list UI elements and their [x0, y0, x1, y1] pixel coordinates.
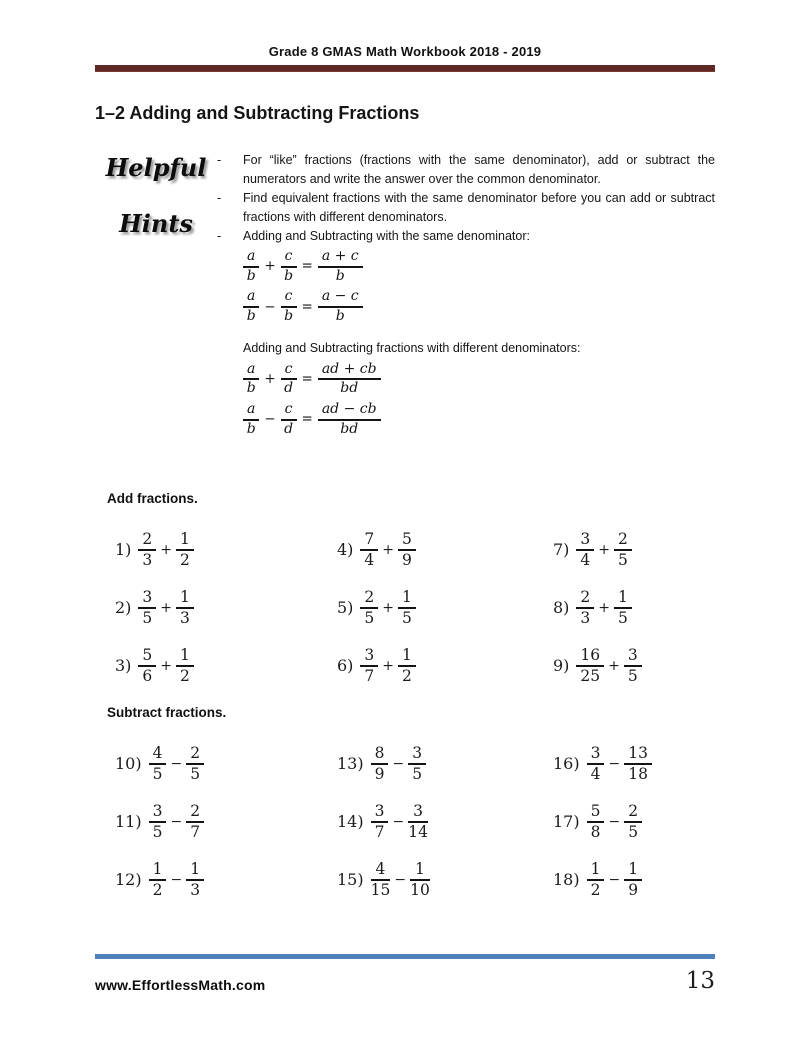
fraction-numerator: 1	[624, 861, 642, 881]
fraction-numerator: 3	[149, 803, 167, 823]
fraction-denominator: 3	[190, 880, 201, 899]
hint-text: For “like” fractions (fractions with the same denominator), add or subtract the numerators and write the answer over the common denominator.	[243, 153, 715, 186]
problem-number: 7)	[553, 540, 570, 560]
problem-number: 1)	[115, 540, 132, 560]
operator: +	[382, 599, 395, 616]
operator: −	[264, 411, 276, 428]
operator: −	[394, 871, 407, 888]
fraction-denominator: 9	[374, 764, 385, 783]
fraction-numerator: 13	[624, 745, 652, 765]
fraction-numerator: a	[243, 289, 259, 308]
fraction-numerator: 16	[576, 647, 604, 667]
fraction-numerator: 3	[587, 745, 605, 765]
fraction-numerator: 1	[186, 861, 204, 881]
operator: +	[264, 258, 276, 275]
fraction-denominator: 25	[580, 666, 601, 685]
fraction-denominator: 2	[180, 550, 190, 569]
second-fraction	[408, 745, 426, 784]
second-fraction	[281, 289, 297, 324]
fraction-denominator: 15	[370, 880, 391, 899]
fraction-denominator: 5	[627, 666, 638, 685]
fraction-denominator: 5	[152, 822, 163, 841]
first-fraction	[360, 589, 378, 628]
second-fraction	[281, 362, 297, 397]
first-fraction	[371, 803, 389, 842]
fraction-numerator: 1	[176, 531, 194, 551]
fraction-denominator: b	[246, 267, 256, 284]
fraction-numerator: 2	[576, 589, 594, 609]
fraction-problem	[337, 585, 553, 630]
fraction-denominator: b	[335, 308, 345, 325]
hint-text: Adding and Subtracting with the same denominator:	[243, 229, 530, 243]
fraction-numerator: 5	[398, 531, 416, 551]
operator: +	[160, 657, 173, 674]
page-header	[95, 0, 715, 72]
fraction-denominator: 7	[364, 666, 375, 685]
fraction-numerator: ad − cb	[318, 402, 381, 421]
formula-row	[243, 362, 715, 397]
hint-bullet	[217, 151, 715, 189]
problem-number: 17)	[553, 812, 580, 832]
second-fraction	[614, 531, 632, 570]
fraction-denominator: 5	[190, 764, 201, 783]
add-fractions-section	[95, 491, 715, 688]
second-fraction	[624, 745, 652, 784]
first-fraction	[587, 745, 605, 784]
problem-number: 15)	[337, 870, 364, 890]
fraction-numerator: a − c	[318, 289, 363, 308]
first-fraction	[587, 861, 605, 900]
operator: +	[608, 657, 620, 674]
fraction-numerator: c	[281, 402, 297, 421]
fraction-numerator: 1	[398, 647, 416, 667]
fraction-numerator: 2	[360, 589, 378, 609]
second-fraction	[281, 249, 297, 284]
fraction-denominator: 5	[412, 764, 423, 783]
website-url: www.EffortlessMath.com	[95, 977, 266, 993]
operator: +	[160, 541, 173, 558]
problem-number: 12)	[115, 870, 142, 890]
problem-number: 13)	[337, 754, 364, 774]
problem-number: 6)	[337, 656, 354, 676]
second-fraction	[186, 803, 204, 842]
fraction-denominator: 7	[190, 822, 201, 841]
fraction-denominator: bd	[340, 420, 359, 437]
fraction-problem	[553, 527, 715, 572]
fraction-denominator: 5	[618, 550, 628, 569]
fraction-problem	[115, 527, 337, 572]
fraction-denominator: 5	[618, 608, 628, 627]
first-fraction	[138, 589, 156, 628]
fraction-denominator: b	[335, 267, 345, 284]
helpful-hints-label	[95, 151, 217, 442]
fraction-problem	[553, 799, 715, 844]
first-fraction	[576, 647, 604, 686]
first-fraction	[576, 531, 594, 570]
first-fraction	[587, 803, 605, 842]
fraction-problem	[337, 857, 553, 902]
fraction-numerator: ad + cb	[318, 362, 381, 381]
operator: −	[392, 755, 405, 772]
fraction-problem	[337, 527, 553, 572]
first-fraction	[371, 861, 391, 900]
fraction-problem	[337, 643, 553, 688]
fraction-problem	[337, 799, 553, 844]
first-fraction	[371, 745, 389, 784]
fraction-numerator: 3	[576, 531, 594, 551]
fraction-problem	[115, 799, 337, 844]
first-fraction	[149, 861, 167, 900]
fraction-numerator: 2	[624, 803, 642, 823]
first-fraction	[138, 647, 156, 686]
second-fraction	[614, 589, 632, 628]
second-fraction	[624, 647, 642, 686]
fraction-numerator: 1	[587, 861, 605, 881]
hint-bullet	[217, 189, 715, 227]
fraction-numerator: 5	[138, 647, 156, 667]
operator: −	[608, 813, 621, 830]
first-fraction	[243, 289, 259, 324]
different-denominators-label: Adding and Subtracting fractions with different denominators:	[243, 340, 581, 355]
fraction-problem	[553, 643, 715, 688]
fraction-numerator: 5	[587, 803, 605, 823]
problem-number: 4)	[337, 540, 354, 560]
fraction-denominator: 14	[408, 822, 428, 841]
fraction-numerator: a	[243, 249, 259, 268]
second-fraction	[176, 531, 194, 570]
first-fraction	[149, 745, 167, 784]
fraction-denominator: 10	[410, 880, 430, 899]
page-number: 13	[685, 968, 715, 994]
fraction-denominator: b	[246, 420, 256, 437]
problem-number: 5)	[337, 598, 354, 618]
same-denominator-formulas	[243, 249, 715, 325]
operator: −	[392, 813, 405, 830]
bullet-marker: -	[217, 229, 222, 243]
first-fraction	[576, 589, 594, 628]
result-fraction	[318, 362, 381, 397]
result-fraction	[318, 289, 363, 324]
fraction-numerator: 3	[371, 803, 389, 823]
equals-sign: =	[301, 411, 313, 428]
fraction-denominator: 2	[180, 666, 190, 685]
operator: −	[170, 755, 183, 772]
operator: −	[608, 871, 621, 888]
page-footer	[95, 954, 715, 993]
fraction-denominator: 8	[590, 822, 601, 841]
fraction-problem	[553, 857, 715, 902]
fraction-problem	[337, 741, 553, 786]
second-fraction	[176, 589, 194, 628]
fraction-denominator: 2	[402, 666, 412, 685]
result-fraction	[318, 402, 381, 437]
helpful-hints-block	[95, 151, 715, 442]
second-fraction	[186, 745, 204, 784]
first-fraction	[360, 647, 378, 686]
fraction-problem	[115, 857, 337, 902]
fraction-denominator: 4	[580, 550, 591, 569]
fraction-denominator: 9	[402, 550, 412, 569]
fraction-numerator: c	[281, 362, 297, 381]
first-fraction	[243, 362, 259, 397]
fraction-numerator: 3	[408, 745, 426, 765]
second-fraction	[186, 861, 204, 900]
fraction-denominator: 5	[364, 608, 375, 627]
first-fraction	[138, 531, 156, 570]
fraction-problem	[553, 585, 715, 630]
problem-number: 11)	[115, 812, 142, 832]
subtract-fractions-section	[95, 705, 715, 902]
operator: +	[264, 371, 276, 388]
fraction-denominator: 3	[180, 608, 190, 627]
fraction-numerator: 2	[186, 745, 204, 765]
lesson-title: 1–2 Adding and Subtracting Fractions	[95, 103, 420, 123]
second-fraction	[398, 647, 416, 686]
first-fraction	[243, 249, 259, 284]
bullet-marker: -	[217, 153, 222, 167]
result-fraction	[318, 249, 363, 284]
operator: +	[598, 541, 611, 558]
fraction-denominator: 6	[142, 666, 153, 685]
fraction-denominator: d	[284, 420, 294, 437]
fraction-numerator: 2	[138, 531, 156, 551]
fraction-numerator: a + c	[318, 249, 363, 268]
hint-text: Find equivalent fractions with the same denominator before you can add or subtract fractions with different denominators.	[243, 191, 715, 224]
fraction-denominator: 4	[590, 764, 601, 783]
first-fraction	[243, 402, 259, 437]
fraction-denominator: 2	[152, 880, 163, 899]
fraction-denominator: 5	[152, 764, 163, 783]
fraction-problem	[115, 585, 337, 630]
fraction-numerator: 4	[149, 745, 167, 765]
fraction-numerator: c	[281, 289, 297, 308]
fraction-numerator: 1	[410, 861, 430, 881]
fraction-denominator: b	[284, 308, 294, 325]
operator: +	[160, 599, 173, 616]
problem-number: 16)	[553, 754, 580, 774]
problem-number: 18)	[553, 870, 580, 890]
second-fraction	[398, 589, 416, 628]
fraction-problem	[115, 643, 337, 688]
problem-number: 3)	[115, 656, 132, 676]
fraction-numerator: 1	[176, 589, 194, 609]
fraction-numerator: a	[243, 402, 259, 421]
fraction-denominator: 5	[628, 822, 639, 841]
hints-body	[217, 151, 715, 442]
book-title: Grade 8 GMAS Math Workbook 2018 - 2019	[268, 44, 542, 59]
operator: −	[170, 871, 183, 888]
fraction-denominator: 18	[628, 764, 648, 783]
fraction-numerator: 3	[624, 647, 642, 667]
hints-label-line2: Hints	[119, 209, 193, 238]
second-fraction	[408, 803, 428, 842]
second-fraction	[281, 402, 297, 437]
fraction-numerator: a	[243, 362, 259, 381]
fraction-numerator: 7	[360, 531, 378, 551]
problem-number: 14)	[337, 812, 364, 832]
first-fraction	[360, 531, 378, 570]
fraction-numerator: 1	[614, 589, 632, 609]
problem-number: 9)	[553, 656, 570, 676]
formula-row	[243, 249, 715, 284]
fraction-numerator: c	[281, 249, 297, 268]
operator: +	[382, 541, 395, 558]
hints-label-line1: Helpful	[105, 153, 207, 182]
fraction-denominator: bd	[340, 380, 359, 397]
bullet-marker: -	[217, 191, 222, 205]
footer-rule	[95, 954, 715, 959]
fraction-denominator: 2	[590, 880, 601, 899]
section-heading: Add fractions.	[107, 491, 198, 507]
formula-row	[243, 289, 715, 324]
footer-row	[95, 970, 715, 993]
fraction-denominator: 9	[628, 880, 639, 899]
add-problems-grid	[95, 527, 715, 688]
fraction-numerator: 1	[176, 647, 194, 667]
fraction-denominator: d	[284, 380, 294, 397]
second-fraction	[624, 803, 642, 842]
fraction-denominator: 5	[402, 608, 412, 627]
second-fraction	[410, 861, 430, 900]
equals-sign: =	[301, 371, 313, 388]
fraction-numerator: 2	[614, 531, 632, 551]
fraction-problem	[115, 741, 337, 786]
formula-row	[243, 402, 715, 437]
operator: −	[264, 298, 276, 315]
problem-number: 2)	[115, 598, 132, 618]
section-heading: Subtract fractions.	[107, 705, 227, 721]
fraction-numerator: 3	[360, 647, 378, 667]
second-fraction	[176, 647, 194, 686]
fraction-denominator: b	[246, 308, 256, 325]
fraction-numerator: 2	[186, 803, 204, 823]
second-fraction	[624, 861, 642, 900]
fraction-denominator: 3	[142, 550, 153, 569]
equals-sign: =	[301, 258, 313, 275]
fraction-numerator: 1	[149, 861, 167, 881]
operator: −	[608, 755, 621, 772]
fraction-denominator: 3	[580, 608, 591, 627]
fraction-denominator: b	[284, 267, 294, 284]
fraction-numerator: 3	[138, 589, 156, 609]
fraction-numerator: 3	[408, 803, 428, 823]
fraction-denominator: 7	[374, 822, 385, 841]
problem-number: 8)	[553, 598, 570, 618]
fraction-numerator: 4	[371, 861, 391, 881]
fraction-numerator: 8	[371, 745, 389, 765]
fraction-problem	[553, 741, 715, 786]
fraction-denominator: 4	[364, 550, 375, 569]
first-fraction	[149, 803, 167, 842]
fraction-denominator: b	[246, 380, 256, 397]
operator: +	[382, 657, 395, 674]
hint-bullet	[217, 227, 715, 246]
operator: −	[170, 813, 183, 830]
problem-number: 10)	[115, 754, 142, 774]
second-fraction	[398, 531, 416, 570]
different-denominator-formulas	[243, 362, 715, 438]
equals-sign: =	[301, 298, 313, 315]
fraction-denominator: 5	[142, 608, 153, 627]
subtract-problems-grid	[95, 741, 715, 902]
operator: +	[598, 599, 611, 616]
fraction-numerator: 1	[398, 589, 416, 609]
header-rule	[95, 65, 715, 72]
